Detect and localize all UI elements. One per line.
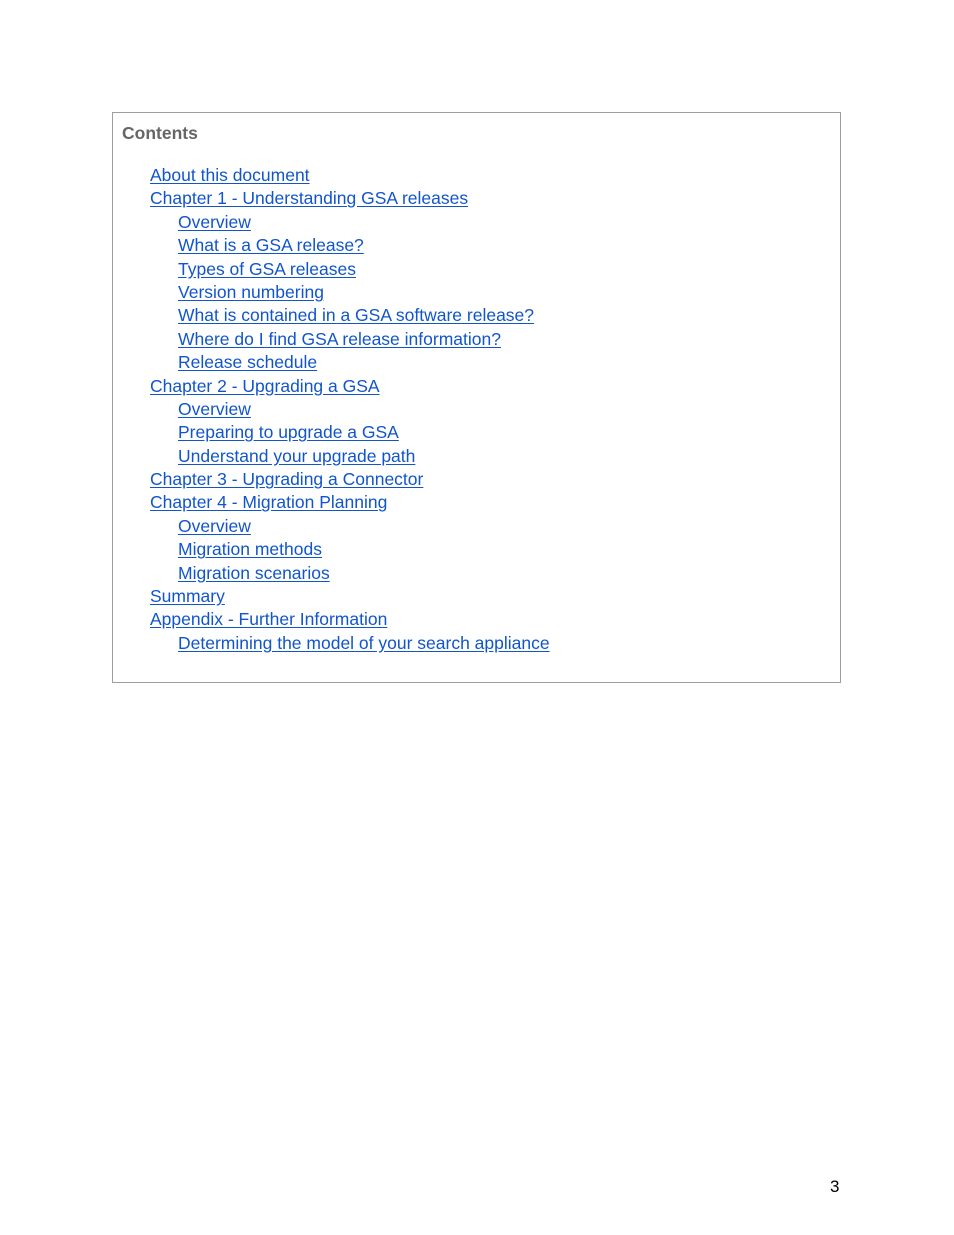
toc-link[interactable]: Migration scenarios — [178, 562, 330, 583]
toc-link[interactable]: Types of GSA releases — [178, 258, 357, 279]
toc-link[interactable]: Overview — [178, 515, 251, 536]
toc-entry — [113, 562, 550, 585]
toc-link[interactable]: What is a GSA release? — [178, 235, 364, 256]
toc-entry — [113, 187, 550, 210]
toc-link[interactable]: Migration methods — [178, 539, 322, 560]
page-number: 3 — [830, 1177, 840, 1196]
toc-entry — [113, 211, 550, 234]
toc-link[interactable]: What is contained in a GSA software release? — [178, 305, 535, 326]
toc-entry — [113, 585, 550, 608]
toc-link[interactable]: Version numbering — [178, 281, 324, 302]
toc-entry — [113, 445, 550, 468]
toc-entry — [113, 421, 550, 444]
toc-entry — [113, 468, 550, 491]
toc-entry — [113, 375, 550, 398]
toc-entry — [113, 234, 550, 257]
toc-link[interactable]: Chapter 4 - Migration Planning — [150, 492, 388, 513]
toc-link[interactable]: Overview — [178, 398, 251, 419]
toc-link[interactable]: About this document — [150, 165, 310, 185]
toc-link[interactable]: Understand your upgrade path — [178, 445, 416, 466]
toc-link[interactable]: Release schedule — [178, 352, 318, 373]
toc-entry — [113, 304, 550, 327]
toc-entry — [113, 351, 550, 374]
toc-entry — [113, 491, 550, 514]
toc-link[interactable]: Appendix - Further Information — [150, 609, 388, 630]
toc-link[interactable]: Summary — [150, 586, 225, 607]
toc-link[interactable]: Where do I find GSA release information? — [178, 328, 501, 349]
toc-entry — [113, 608, 550, 631]
toc-link[interactable]: Chapter 3 - Upgrading a Connector — [150, 469, 424, 490]
toc-entry — [113, 258, 550, 281]
toc-entry — [113, 281, 550, 304]
toc-entry — [113, 398, 550, 421]
toc-link[interactable]: Preparing to upgrade a GSA — [178, 422, 399, 443]
toc-entry — [113, 515, 550, 538]
toc-entry — [113, 538, 550, 561]
toc-entry — [113, 164, 550, 187]
toc-link[interactable]: Chapter 1 - Understanding GSA releases — [150, 188, 469, 209]
contents-heading: Contents — [122, 123, 198, 143]
toc-link[interactable]: Determining the model of your search appliance — [178, 632, 550, 653]
toc-link[interactable]: Chapter 2 - Upgrading a GSA — [150, 375, 380, 396]
table-of-contents — [112, 112, 841, 683]
toc-link[interactable]: Overview — [178, 211, 251, 232]
toc-entry — [113, 632, 550, 655]
toc-entry — [113, 328, 550, 351]
toc-list — [113, 164, 550, 655]
